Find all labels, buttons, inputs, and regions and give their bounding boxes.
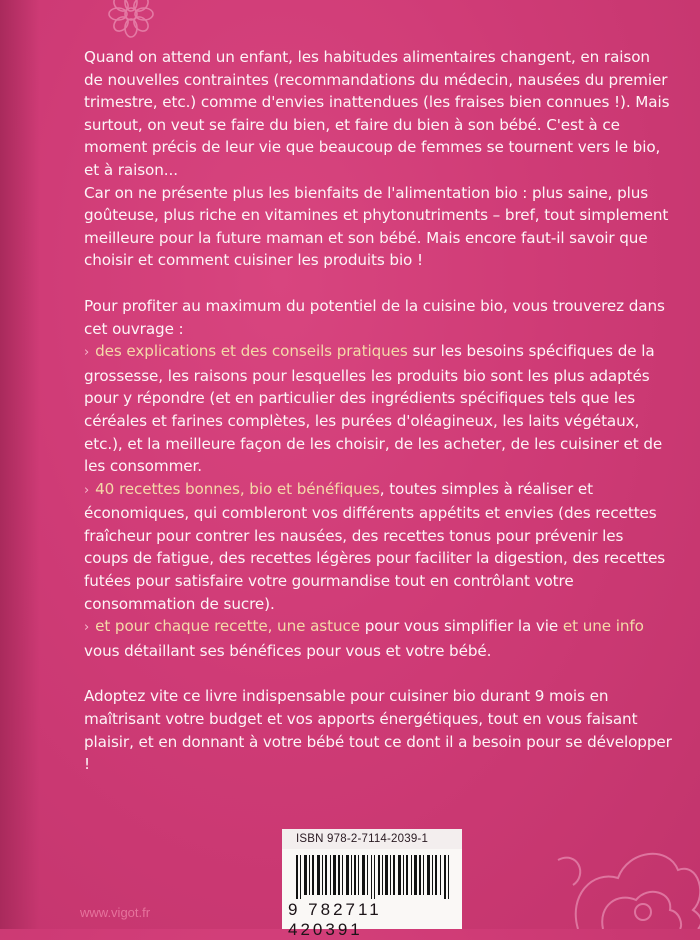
item3-highlight-info: et une info: [562, 617, 644, 636]
flower-ornament-top: [96, 0, 166, 48]
bullet-chevron-icon: ›: [84, 345, 90, 361]
list-item-recettes: [84, 478, 672, 616]
intro-paragraph-1: Quand on attend un enfant, les habitudes alimentaires changent, en raison de nouvelles contraintes (recommandations du médecin, nausées du premier trimestre, etc.) comme d'envies inattendues (les fraises bien connues !). Mais surtout, on veut se faire du bien, et faire du bien à son bébé. C'est à ce moment précis de leur vie que beaucoup de femmes se tournent vers le bio, et à raison...: [84, 48, 670, 179]
item2-text: , toutes simples à réaliser et économiques, qui combleront vos différents appétits et envies (des recettes fraîcheur pour contrer les nausées, des recettes tonus pour prévenir les coups de fatigue, des recettes légères pour faciliter la digestion, des recettes futées pour satisfaire votre gourmandise tout en contrôlant votre consommation de sucre).: [84, 479, 666, 613]
item1-highlight: des explications et des conseils pratiques: [95, 342, 408, 361]
item2-highlight: 40 recettes bonnes, bio et bénéfiques: [95, 479, 380, 498]
item3-highlight-astuce: et pour chaque recette, une astuce: [95, 617, 360, 636]
closing-paragraph: Adoptez vite ce livre indispensable pour cuisiner bio durant 9 mois en maîtrisant votre budget et vos apports énergétiques, tout en vous faisant plaisir, et en donnant à votre bébé tout ce dont il a besoin pour se développer !: [84, 687, 672, 774]
barcode-digits: 9 782711 420391: [288, 900, 382, 939]
item3-text-rest: vous détaillant ses bénéfices pour vous et votre bébé.: [84, 641, 492, 660]
back-cover-text: [84, 46, 672, 776]
item3-text-mid: pour vous simplifier la vie: [359, 617, 563, 636]
isbn-text: ISBN 978-2-7114-2039-1: [296, 833, 429, 845]
publisher-website: www.vigot.fr: [80, 905, 151, 920]
bullet-chevron-icon: ›: [84, 482, 90, 498]
list-item-explications: [84, 340, 672, 478]
intro-paragraph-2: Car on ne présente plus les bienfaits de l'alimentation bio : plus saine, plus goûteuse, plus riche en vitamines et phytonutriments – bref, tout simplement meilleure pour la future maman et son bébé. Mais encore faut-il savoir que choisir et comment cuisiner les produits bio !: [84, 183, 669, 270]
cover-edge-shadow: [0, 0, 40, 929]
barcode-bars: [296, 855, 452, 899]
flower-ornament-bottom-right: [548, 800, 700, 929]
ouvrage-lead: Pour profiter au maximum du potentiel de la cuisine bio, vous trouverez dans cet ouvrage :: [84, 296, 665, 338]
list-item-astuce: [84, 615, 672, 662]
barcode: [282, 829, 462, 939]
item1-text: sur les besoins spécifiques de la grossesse, les raisons pour lesquelles les produits bio sont les plus adaptés pour y répondre (et en particulier des ingrédients spécifiques tels que les céréales et farines complètes, les purées d'oléagineux, les laits végétaux, etc.), et la meilleure façon de les choisir, de les acheter, de les cuisiner et de les consommer.: [84, 342, 663, 476]
bullet-chevron-icon: ›: [84, 620, 90, 636]
